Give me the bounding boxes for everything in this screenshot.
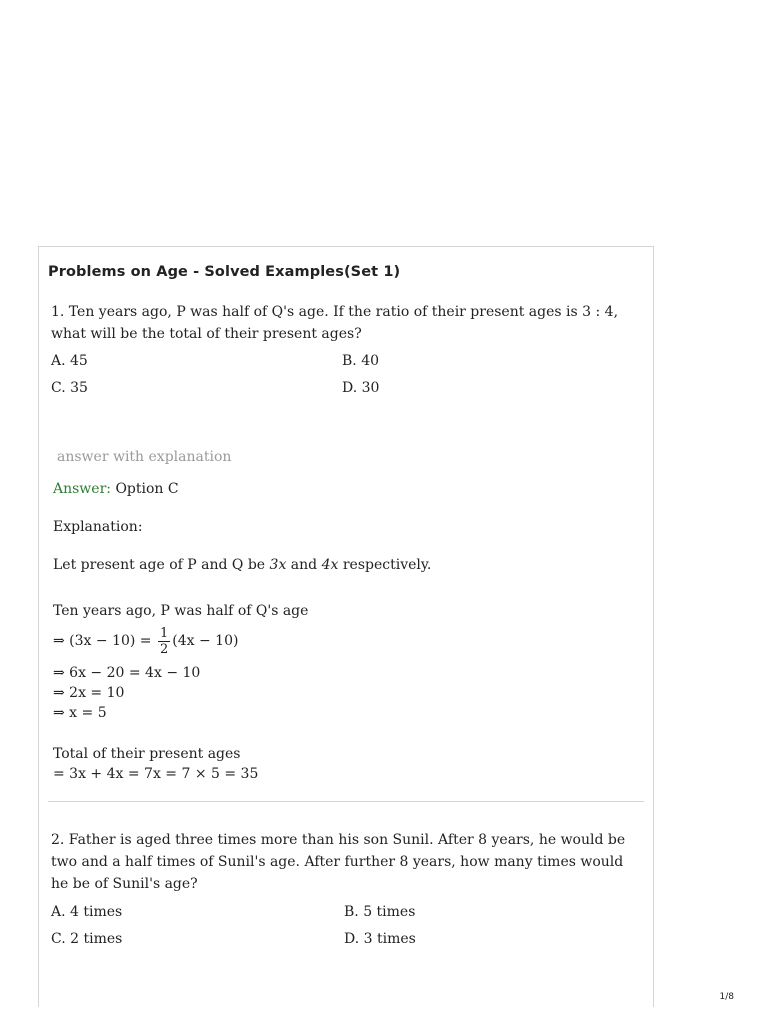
q1-option-d[interactable]: D. 30 — [342, 380, 380, 396]
equation-right: (4x − 10) — [172, 633, 239, 649]
page-title: Problems on Age - Solved Examples(Set 1) — [48, 264, 401, 280]
explanation-line-2: Ten years ago, P was half of Q's age — [53, 603, 309, 619]
equation-1 — [53, 624, 238, 658]
q2-option-c[interactable]: C. 2 times — [51, 931, 123, 947]
question-divider — [48, 801, 644, 802]
answer-label: Answer: — [53, 481, 111, 497]
explanation-text: Let present age of P and Q be — [53, 557, 270, 573]
equation-2: ⇒ 6x − 20 = 4x − 10 — [53, 665, 201, 681]
explanation-line-1 — [53, 555, 431, 575]
answer-line — [53, 479, 179, 499]
answer-value: Option C — [115, 481, 179, 497]
question-2-text: 2. Father is aged three times more than his son Sunil. After 8 years, he would be two and a half times of Sunil's age. After further 8 years, how many times would he be of Sunil's age? — [51, 832, 626, 892]
fraction-denominator: 2 — [159, 641, 169, 657]
page-number: 1/8 — [719, 992, 734, 1002]
math-term: 4x — [321, 557, 339, 573]
total-equation: = 3x + 4x = 7x = 7 × 5 = 35 — [53, 766, 259, 782]
explanation-text: and — [286, 557, 322, 573]
q2-option-a[interactable]: A. 4 times — [51, 904, 123, 920]
equation-3: ⇒ 2x = 10 — [53, 685, 125, 701]
explanation-label: Explanation: — [53, 519, 143, 535]
equation-left: ⇒ (3x − 10) = — [53, 633, 156, 649]
equation-4: ⇒ x = 5 — [53, 705, 107, 721]
math-term: 3x — [269, 557, 287, 573]
question-1-text: 1. Ten years ago, P was half of Q's age. If the ratio of their present ages is 3 : 4, what will be the total of their present ages? — [51, 304, 619, 342]
fraction-one-half — [158, 626, 170, 657]
solved-examples-card — [38, 246, 654, 1007]
q1-option-b[interactable]: B. 40 — [342, 353, 380, 369]
q2-option-d[interactable]: D. 3 times — [344, 931, 416, 947]
fraction-numerator: 1 — [159, 625, 169, 641]
total-label: Total of their present ages — [53, 746, 241, 762]
explanation-text: respectively. — [338, 557, 432, 573]
q1-option-c[interactable]: C. 35 — [51, 380, 88, 396]
q2-option-b[interactable]: B. 5 times — [344, 904, 416, 920]
q1-option-a[interactable]: A. 45 — [51, 353, 88, 369]
answer-explanation-link[interactable]: answer with explanation — [57, 449, 232, 465]
